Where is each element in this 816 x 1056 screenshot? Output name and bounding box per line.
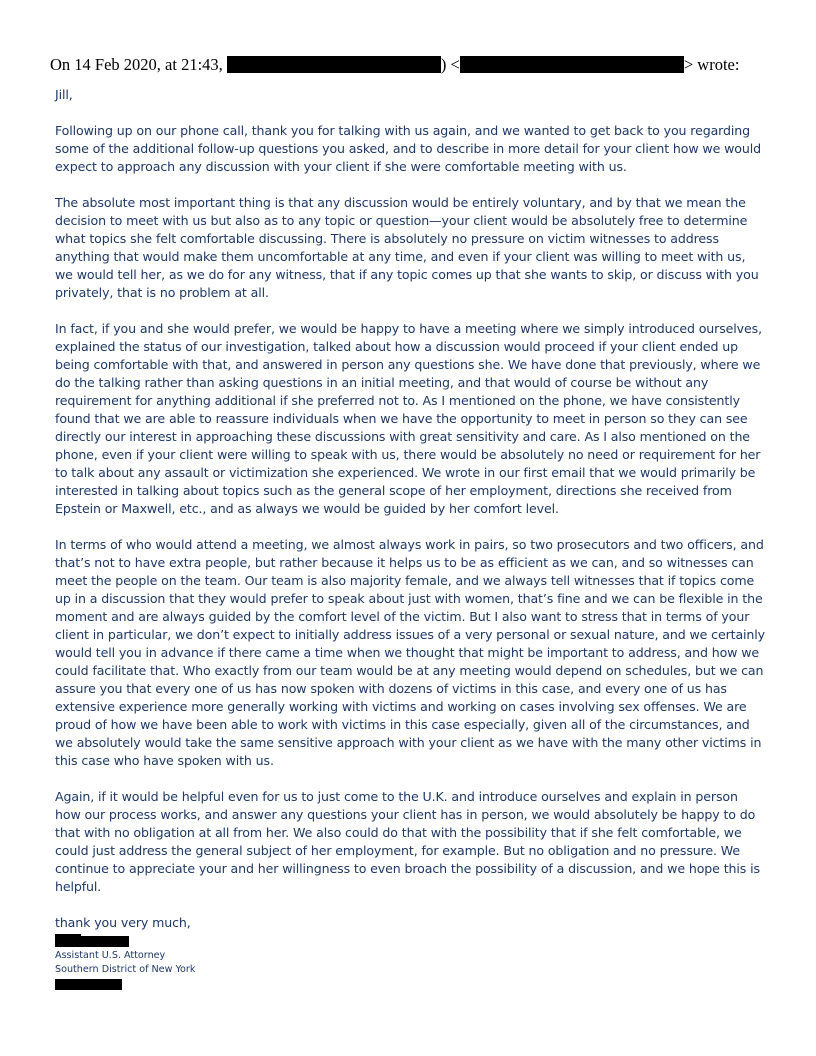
paragraph-followup: Following up on our phone call, thank you for talking with us again, and we wanted to get back to you regarding some of the additional follow-up questions you asked, and to describe in more detail for your client how we would expect to approach any discussion with your client if she were comfortable meeting with us.: [55, 123, 761, 174]
paragraph-attendees: In terms of who would attend a meeting, we almost always work in pairs, so two prosecutors and two officers, and that’s not to have extra people, but rather because it helps us to be as efficient as we can, and so witnesses can meet the people on the team. Our team is also majority female, and we always tell witnesses that if topics come up in a discussion that they would prefer to speak about just with women, that’s fine and we can be flexible in the moment and are always guided by the comfort level of the victim. But I also want to stress that in terms of your client in particular, we don’t expect to initially address issues of a very personal or sexual nature, and we certainly would tell you in advance if there came a time when we thought that might be important to address, and how we could facilitate that. Who exactly from our team would be at any meeting would depend on schedules, but we can assure you that every one of us has now spoken with dozens of victims in this case, and every one of us has extensive experience more generally working with victims and working on cases involving sex offenses. We are proud of how we have been able to work with victims in this case especially, given all of the circumstances, and we absolutely would take the same sensitive approach with your client as we have with the many other victims in this case who have spoken with us.: [55, 537, 765, 768]
signature-office: Southern District of New York: [55, 963, 196, 975]
signature-block: [55, 936, 195, 990]
email-quote-header: [50, 54, 790, 76]
redacted-signature-name: [55, 936, 129, 947]
redacted-sender-email: [460, 56, 684, 73]
header-date-prefix: On 14 Feb 2020, at 21:43,: [50, 55, 223, 74]
header-wrote-suffix: > wrote:: [683, 55, 740, 74]
signature-title: Assistant U.S. Attorney: [55, 950, 166, 961]
greeting: Jill,: [55, 87, 73, 102]
email-body: [55, 86, 767, 950]
paragraph-uk-visit: Again, if it would be helpful even for us to just come to the U.K. and introduce ourselves and explain in person how our process works, and answer any questions your client has in person, we would absolutely be happy to do that with no obligation at all from her. We also could do that with the possibility that if she felt comfortable, we could just address the general subject of her employment, for example. But no obligation and no pressure. We continue to appreciate your and her willingness to even broach the possibility of a discussion, and we hope this is helpful.: [55, 789, 760, 894]
header-separator: ) <: [440, 55, 460, 74]
paragraph-initial-meeting: In fact, if you and she would prefer, we would be happy to have a meeting where we simply introduced ourselves, explained the status of our investigation, talked about how a discussion would proceed if your client ended up being comfortable with that, and answered in person any questions she. We have done that previously, where we do the talking rather than asking questions in an initial meeting, and that would of course be without any requirement for anything additional if she preferred not to. As I mentioned on the phone, we have consistently found that we are able to reassure individuals when we have the opportunity to meet in person so they can see directly our interest in approaching these discussions with great sensitivity and care. As I also mentioned on the phone, even if your client were willing to speak with us, there would be absolutely no need or requirement for her to talk about any assault or victimization she experienced. We wrote in our first email that we would primarily be interested in talking about topics such as the general scope of her employment, directions she received from Epstein or Maxwell, etc., and as always we would be guided by her comfort level.: [55, 321, 762, 516]
redacted-signature-contact: [55, 979, 122, 990]
paragraph-voluntary: The absolute most important thing is that any discussion would be entirely voluntary, and by that we mean the decision to meet with us but also as to any topic or question—your client would be absolutely free to determine what topics she felt comfortable discussing. There is absolutely no pressure on victim witnesses to address anything that would make them uncomfortable at any time, and even if your client was willing to meet with us, we would tell her, as we do for any witness, that if any topic comes up that she wants to skip, or discuss with you privately, that is no problem at all.: [55, 195, 759, 300]
closing: thank you very much,: [55, 915, 191, 930]
redacted-sender-name: [227, 56, 441, 73]
